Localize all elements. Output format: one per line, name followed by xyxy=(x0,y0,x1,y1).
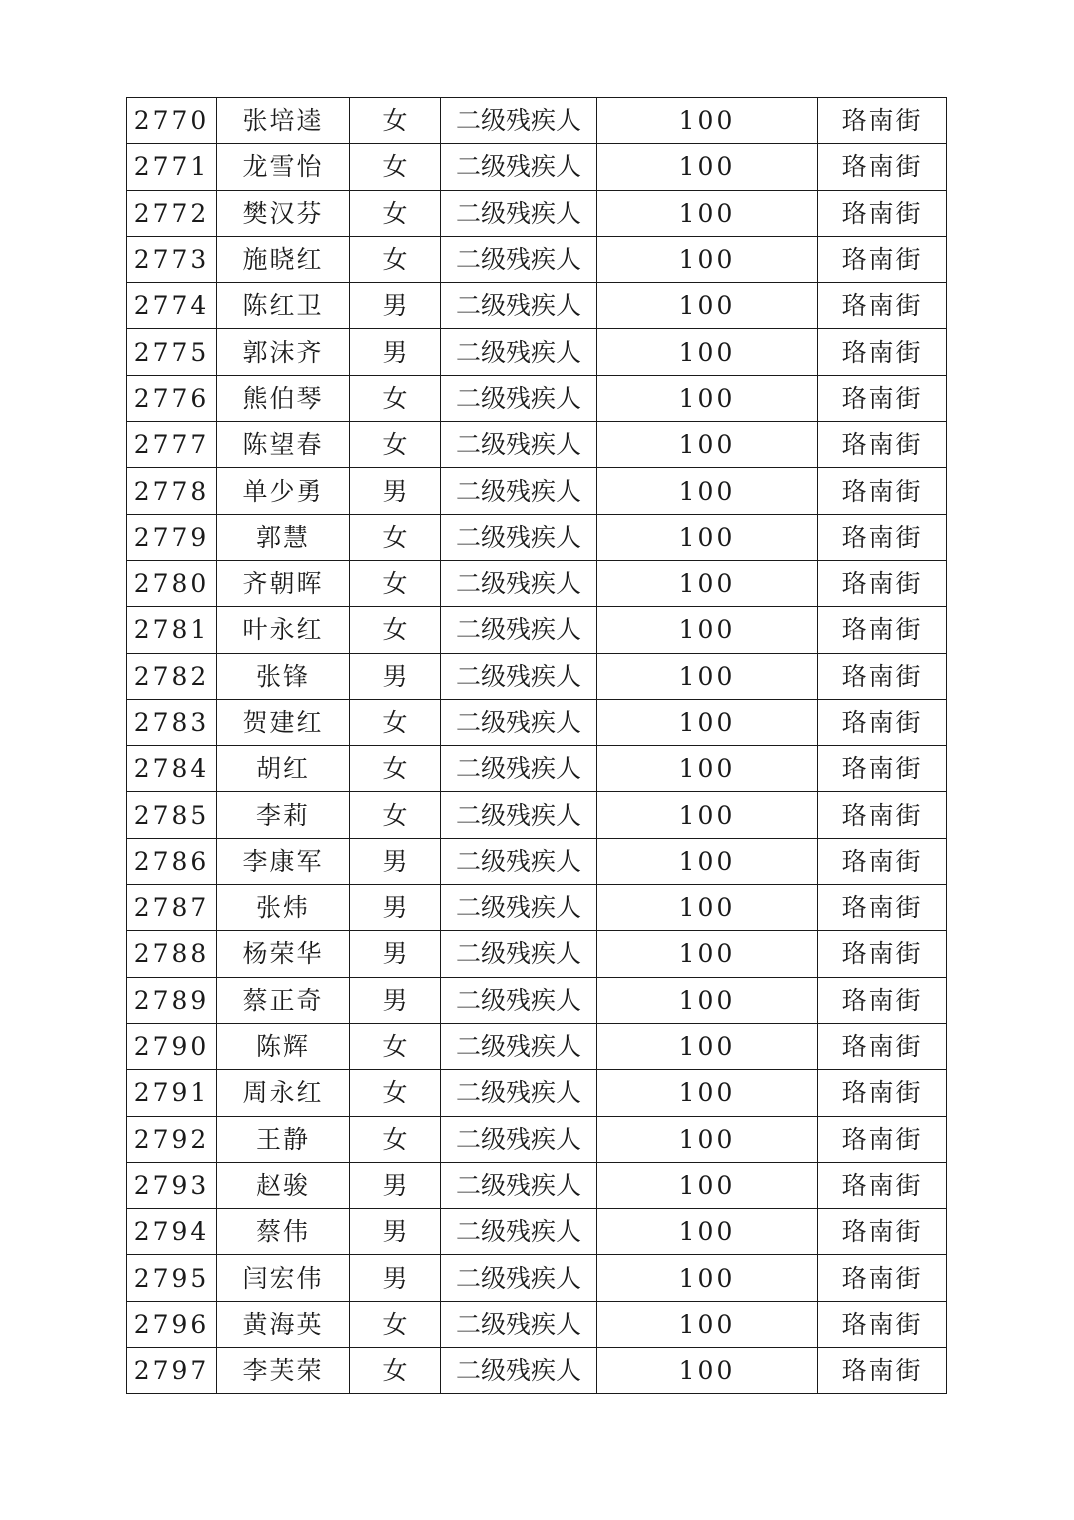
name-cell: 郭沫齐 xyxy=(217,329,350,375)
name-cell: 郭慧 xyxy=(217,514,350,560)
table-row xyxy=(127,1348,947,1394)
street-cell: 珞南街 xyxy=(818,329,947,375)
table-row xyxy=(127,653,947,699)
serial-number-cell: 2794 xyxy=(127,1209,217,1255)
name-cell: 张培逵 xyxy=(217,98,350,144)
gender-cell: 男 xyxy=(350,1162,441,1208)
street-cell: 珞南街 xyxy=(818,1255,947,1301)
serial-number-cell: 2784 xyxy=(127,746,217,792)
table-row xyxy=(127,375,947,421)
amount-cell: 100 xyxy=(597,885,818,931)
amount-cell: 100 xyxy=(597,931,818,977)
gender-cell: 男 xyxy=(350,329,441,375)
category-cell: 二级残疾人 xyxy=(441,468,597,514)
street-cell: 珞南街 xyxy=(818,1162,947,1208)
table-row xyxy=(127,838,947,884)
gender-cell: 女 xyxy=(350,144,441,190)
name-cell: 黄海英 xyxy=(217,1301,350,1347)
table-row xyxy=(127,1070,947,1116)
roster-table-body xyxy=(127,98,947,1394)
name-cell: 张锋 xyxy=(217,653,350,699)
amount-cell: 100 xyxy=(597,1301,818,1347)
serial-number-cell: 2781 xyxy=(127,607,217,653)
serial-number-cell: 2776 xyxy=(127,375,217,421)
street-cell: 珞南街 xyxy=(818,1023,947,1069)
table-row xyxy=(127,1255,947,1301)
amount-cell: 100 xyxy=(597,838,818,884)
gender-cell: 女 xyxy=(350,375,441,421)
amount-cell: 100 xyxy=(597,653,818,699)
amount-cell: 100 xyxy=(597,1162,818,1208)
category-cell: 二级残疾人 xyxy=(441,885,597,931)
name-cell: 闫宏伟 xyxy=(217,1255,350,1301)
gender-cell: 女 xyxy=(350,1301,441,1347)
gender-cell: 女 xyxy=(350,607,441,653)
table-row xyxy=(127,144,947,190)
table-row xyxy=(127,236,947,282)
gender-cell: 男 xyxy=(350,1255,441,1301)
amount-cell: 100 xyxy=(597,977,818,1023)
serial-number-cell: 2787 xyxy=(127,885,217,931)
category-cell: 二级残疾人 xyxy=(441,514,597,560)
street-cell: 珞南街 xyxy=(818,1348,947,1394)
name-cell: 熊伯琴 xyxy=(217,375,350,421)
street-cell: 珞南街 xyxy=(818,653,947,699)
amount-cell: 100 xyxy=(597,607,818,653)
name-cell: 赵骏 xyxy=(217,1162,350,1208)
category-cell: 二级残疾人 xyxy=(441,1348,597,1394)
category-cell: 二级残疾人 xyxy=(441,190,597,236)
category-cell: 二级残疾人 xyxy=(441,653,597,699)
gender-cell: 男 xyxy=(350,283,441,329)
category-cell: 二级残疾人 xyxy=(441,1070,597,1116)
category-cell: 二级残疾人 xyxy=(441,1301,597,1347)
amount-cell: 100 xyxy=(597,190,818,236)
serial-number-cell: 2793 xyxy=(127,1162,217,1208)
gender-cell: 女 xyxy=(350,699,441,745)
serial-number-cell: 2789 xyxy=(127,977,217,1023)
category-cell: 二级残疾人 xyxy=(441,144,597,190)
amount-cell: 100 xyxy=(597,468,818,514)
gender-cell: 女 xyxy=(350,1116,441,1162)
name-cell: 陈辉 xyxy=(217,1023,350,1069)
table-row xyxy=(127,1209,947,1255)
category-cell: 二级残疾人 xyxy=(441,1255,597,1301)
street-cell: 珞南街 xyxy=(818,1209,947,1255)
table-row xyxy=(127,1023,947,1069)
category-cell: 二级残疾人 xyxy=(441,1162,597,1208)
category-cell: 二级残疾人 xyxy=(441,329,597,375)
table-row xyxy=(127,514,947,560)
table-row xyxy=(127,607,947,653)
name-cell: 王静 xyxy=(217,1116,350,1162)
amount-cell: 100 xyxy=(597,514,818,560)
name-cell: 李芙荣 xyxy=(217,1348,350,1394)
category-cell: 二级残疾人 xyxy=(441,1116,597,1162)
table-row xyxy=(127,283,947,329)
category-cell: 二级残疾人 xyxy=(441,838,597,884)
serial-number-cell: 2773 xyxy=(127,236,217,282)
category-cell: 二级残疾人 xyxy=(441,977,597,1023)
street-cell: 珞南街 xyxy=(818,144,947,190)
table-row xyxy=(127,931,947,977)
gender-cell: 女 xyxy=(350,236,441,282)
name-cell: 龙雪怡 xyxy=(217,144,350,190)
gender-cell: 女 xyxy=(350,1023,441,1069)
table-row xyxy=(127,792,947,838)
amount-cell: 100 xyxy=(597,1348,818,1394)
name-cell: 单少勇 xyxy=(217,468,350,514)
street-cell: 珞南街 xyxy=(818,885,947,931)
serial-number-cell: 2795 xyxy=(127,1255,217,1301)
name-cell: 周永红 xyxy=(217,1070,350,1116)
street-cell: 珞南街 xyxy=(818,422,947,468)
name-cell: 叶永红 xyxy=(217,607,350,653)
amount-cell: 100 xyxy=(597,98,818,144)
amount-cell: 100 xyxy=(597,1116,818,1162)
name-cell: 贺建红 xyxy=(217,699,350,745)
serial-number-cell: 2777 xyxy=(127,422,217,468)
street-cell: 珞南街 xyxy=(818,236,947,282)
table-row xyxy=(127,560,947,606)
street-cell: 珞南街 xyxy=(818,1070,947,1116)
table-row xyxy=(127,1116,947,1162)
amount-cell: 100 xyxy=(597,699,818,745)
serial-number-cell: 2772 xyxy=(127,190,217,236)
category-cell: 二级残疾人 xyxy=(441,1209,597,1255)
gender-cell: 男 xyxy=(350,931,441,977)
street-cell: 珞南街 xyxy=(818,792,947,838)
table-row xyxy=(127,98,947,144)
table-row xyxy=(127,468,947,514)
street-cell: 珞南街 xyxy=(818,699,947,745)
name-cell: 杨荣华 xyxy=(217,931,350,977)
category-cell: 二级残疾人 xyxy=(441,607,597,653)
name-cell: 蔡正奇 xyxy=(217,977,350,1023)
serial-number-cell: 2797 xyxy=(127,1348,217,1394)
category-cell: 二级残疾人 xyxy=(441,98,597,144)
serial-number-cell: 2770 xyxy=(127,98,217,144)
street-cell: 珞南街 xyxy=(818,977,947,1023)
serial-number-cell: 2783 xyxy=(127,699,217,745)
category-cell: 二级残疾人 xyxy=(441,931,597,977)
gender-cell: 女 xyxy=(350,746,441,792)
table-row xyxy=(127,746,947,792)
table-row xyxy=(127,1301,947,1347)
serial-number-cell: 2791 xyxy=(127,1070,217,1116)
gender-cell: 男 xyxy=(350,653,441,699)
gender-cell: 女 xyxy=(350,1070,441,1116)
serial-number-cell: 2796 xyxy=(127,1301,217,1347)
name-cell: 陈望春 xyxy=(217,422,350,468)
gender-cell: 女 xyxy=(350,1348,441,1394)
serial-number-cell: 2771 xyxy=(127,144,217,190)
name-cell: 齐朝晖 xyxy=(217,560,350,606)
name-cell: 蔡伟 xyxy=(217,1209,350,1255)
name-cell: 李莉 xyxy=(217,792,350,838)
street-cell: 珞南街 xyxy=(818,607,947,653)
category-cell: 二级残疾人 xyxy=(441,422,597,468)
serial-number-cell: 2778 xyxy=(127,468,217,514)
name-cell: 李康军 xyxy=(217,838,350,884)
serial-number-cell: 2790 xyxy=(127,1023,217,1069)
serial-number-cell: 2774 xyxy=(127,283,217,329)
category-cell: 二级残疾人 xyxy=(441,560,597,606)
amount-cell: 100 xyxy=(597,1255,818,1301)
street-cell: 珞南街 xyxy=(818,98,947,144)
category-cell: 二级残疾人 xyxy=(441,283,597,329)
street-cell: 珞南街 xyxy=(818,746,947,792)
gender-cell: 女 xyxy=(350,560,441,606)
name-cell: 张炜 xyxy=(217,885,350,931)
gender-cell: 女 xyxy=(350,422,441,468)
amount-cell: 100 xyxy=(597,236,818,282)
table-row xyxy=(127,422,947,468)
serial-number-cell: 2785 xyxy=(127,792,217,838)
serial-number-cell: 2775 xyxy=(127,329,217,375)
name-cell: 樊汉芬 xyxy=(217,190,350,236)
table-row xyxy=(127,977,947,1023)
gender-cell: 女 xyxy=(350,190,441,236)
street-cell: 珞南街 xyxy=(818,1116,947,1162)
street-cell: 珞南街 xyxy=(818,514,947,560)
street-cell: 珞南街 xyxy=(818,560,947,606)
table-row xyxy=(127,329,947,375)
amount-cell: 100 xyxy=(597,1209,818,1255)
serial-number-cell: 2782 xyxy=(127,653,217,699)
name-cell: 陈红卫 xyxy=(217,283,350,329)
serial-number-cell: 2780 xyxy=(127,560,217,606)
gender-cell: 女 xyxy=(350,792,441,838)
category-cell: 二级残疾人 xyxy=(441,792,597,838)
table-row xyxy=(127,190,947,236)
amount-cell: 100 xyxy=(597,144,818,190)
street-cell: 珞南街 xyxy=(818,283,947,329)
amount-cell: 100 xyxy=(597,1023,818,1069)
category-cell: 二级残疾人 xyxy=(441,236,597,282)
street-cell: 珞南街 xyxy=(818,468,947,514)
gender-cell: 男 xyxy=(350,977,441,1023)
name-cell: 施晓红 xyxy=(217,236,350,282)
table-row xyxy=(127,1162,947,1208)
gender-cell: 男 xyxy=(350,885,441,931)
category-cell: 二级残疾人 xyxy=(441,375,597,421)
serial-number-cell: 2792 xyxy=(127,1116,217,1162)
table-row xyxy=(127,699,947,745)
amount-cell: 100 xyxy=(597,329,818,375)
gender-cell: 男 xyxy=(350,468,441,514)
street-cell: 珞南街 xyxy=(818,838,947,884)
street-cell: 珞南街 xyxy=(818,1301,947,1347)
street-cell: 珞南街 xyxy=(818,931,947,977)
amount-cell: 100 xyxy=(597,283,818,329)
amount-cell: 100 xyxy=(597,746,818,792)
amount-cell: 100 xyxy=(597,375,818,421)
amount-cell: 100 xyxy=(597,1070,818,1116)
serial-number-cell: 2788 xyxy=(127,931,217,977)
amount-cell: 100 xyxy=(597,560,818,606)
street-cell: 珞南街 xyxy=(818,375,947,421)
gender-cell: 男 xyxy=(350,838,441,884)
gender-cell: 女 xyxy=(350,98,441,144)
gender-cell: 女 xyxy=(350,514,441,560)
category-cell: 二级残疾人 xyxy=(441,699,597,745)
category-cell: 二级残疾人 xyxy=(441,1023,597,1069)
amount-cell: 100 xyxy=(597,422,818,468)
name-cell: 胡红 xyxy=(217,746,350,792)
roster-table xyxy=(126,97,947,1394)
serial-number-cell: 2779 xyxy=(127,514,217,560)
category-cell: 二级残疾人 xyxy=(441,746,597,792)
serial-number-cell: 2786 xyxy=(127,838,217,884)
street-cell: 珞南街 xyxy=(818,190,947,236)
table-row xyxy=(127,885,947,931)
gender-cell: 男 xyxy=(350,1209,441,1255)
amount-cell: 100 xyxy=(597,792,818,838)
